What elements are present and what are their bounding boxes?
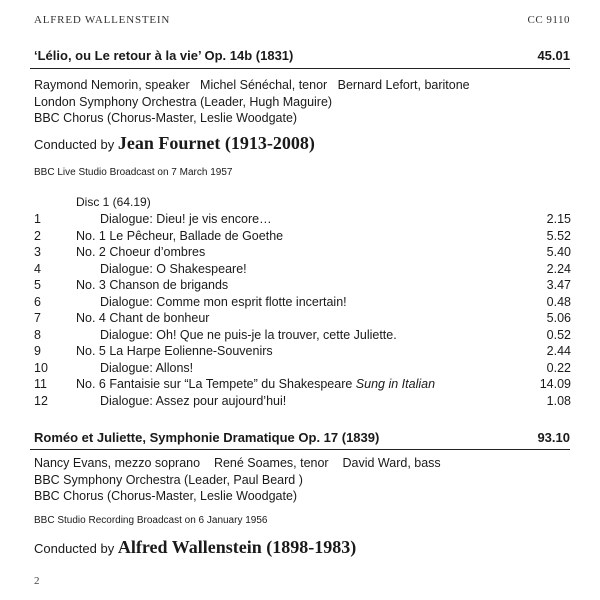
disc-heading: Disc 1 (64.19)	[76, 195, 151, 209]
conductor-name: Alfred Wallenstein (1898-1983)	[117, 537, 357, 557]
track-row	[34, 228, 571, 245]
track-duration: 0.48	[546, 294, 571, 309]
track-duration: 2.15	[546, 212, 571, 226]
work2-broadcast: BBC Studio Recording Broadcast on 6 January 1956	[34, 515, 268, 526]
work1-title: ‘Lélio, ou Le retour à la vie’ Op. 14b (1831)	[34, 48, 294, 63]
work1-conducted	[34, 133, 315, 154]
work2-title: Roméo et Juliette, Symphonie Dramatique Op. 17 (1839)	[34, 430, 380, 445]
divider	[30, 449, 570, 450]
track-title-text: Dialogue: Comme mon esprit flotte incertain!	[100, 294, 347, 309]
performer-line: Nancy Evans, mezzo soprano René Soames, tenor David Ward, bass	[34, 456, 441, 470]
track-title-text: Dialogue: Allons!	[100, 360, 194, 375]
track-title-text: Dialogue: Assez pour aujourd’hui!	[100, 393, 287, 408]
work2-duration: 93.10	[537, 430, 570, 445]
track-title	[100, 393, 286, 410]
performer-line: London Symphony Orchestra (Leader, Hugh Maguire)	[34, 94, 333, 109]
track-row	[34, 244, 571, 261]
work1-duration: 45.01	[537, 48, 570, 63]
track-row	[34, 277, 571, 294]
track-title	[76, 277, 228, 294]
track-title-text: No. 5 La Harpe Eolienne-Souvenirs	[76, 344, 273, 358]
work1-broadcast: BBC Live Studio Broadcast on 7 March 1957	[34, 167, 233, 178]
track-number: 3	[34, 245, 41, 259]
track-row	[34, 261, 571, 278]
track-title	[100, 327, 397, 344]
track-title	[76, 228, 283, 245]
track-title-text: No. 2 Choeur d’ombres	[76, 245, 206, 259]
track-title	[100, 360, 193, 377]
track-title	[76, 343, 273, 360]
conducted-prefix: Conducted by	[34, 137, 115, 152]
track-number: 4	[34, 261, 41, 276]
track-title	[100, 294, 347, 311]
track-number: 7	[34, 311, 41, 325]
track-row	[34, 310, 571, 327]
track-row	[34, 327, 571, 344]
track-title-text: No. 6 Fantaisie sur “La Tempete” du Shakespeare	[76, 377, 353, 391]
track-number: 6	[34, 294, 41, 309]
series-header: ALFRED WALLENSTEIN	[34, 14, 171, 26]
track-duration: 5.40	[546, 245, 571, 259]
performer-line: BBC Symphony Orchestra (Leader, Paul Beard )	[34, 472, 303, 487]
track-title-text: No. 4 Chant de bonheur	[76, 311, 210, 325]
track-row	[34, 343, 571, 360]
track-duration: 1.08	[546, 393, 571, 408]
catalog-number: CC 9110	[527, 14, 570, 26]
track-title-text: Dialogue: Oh! Que ne puis-je la trouver, cette Juliette.	[100, 327, 397, 342]
track-row	[34, 360, 571, 377]
track-duration: 5.52	[546, 228, 571, 243]
track-list	[34, 211, 571, 409]
track-number: 10	[34, 360, 48, 375]
track-number: 1	[34, 212, 41, 226]
track-number: 12	[34, 393, 48, 408]
track-duration: 0.52	[546, 327, 571, 342]
track-duration: 3.47	[546, 278, 571, 292]
track-title	[100, 261, 247, 278]
track-title-text: Dialogue: O Shakespeare!	[100, 261, 247, 276]
track-row	[34, 211, 571, 228]
track-title-note: Sung in Italian	[355, 377, 436, 391]
track-row	[34, 376, 571, 393]
track-number: 2	[34, 228, 41, 243]
divider	[30, 68, 570, 69]
track-number: 11	[34, 377, 47, 391]
track-duration: 5.06	[546, 311, 571, 325]
track-duration: 2.24	[546, 261, 571, 276]
track-duration: 14.09	[539, 377, 571, 391]
work2-performers	[34, 455, 441, 505]
performer-line: Raymond Nemorin, speaker Michel Sénéchal, tenor Bernard Lefort, baritone	[34, 78, 470, 92]
track-number: 8	[34, 327, 41, 342]
track-duration: 2.44	[546, 344, 571, 358]
track-number: 9	[34, 344, 41, 358]
conductor-name: Jean Fournet (1913-2008)	[117, 133, 315, 153]
track-row	[34, 393, 571, 410]
performer-line: BBC Chorus (Chorus-Master, Leslie Woodgate)	[34, 111, 298, 125]
work2-conducted	[34, 537, 356, 558]
track-title	[76, 310, 209, 327]
track-title	[76, 244, 205, 261]
work1-performers	[34, 77, 470, 127]
track-row	[34, 294, 571, 311]
page-number: 2	[34, 575, 40, 587]
track-title-text: Dialogue: Dieu! je vis encore…	[100, 212, 272, 226]
track-title-text: No. 1 Le Pêcheur, Ballade de Goethe	[76, 228, 284, 243]
track-title	[76, 376, 435, 393]
track-duration: 0.22	[546, 360, 571, 375]
track-title	[100, 211, 272, 228]
track-title-text: No. 3 Chanson de brigands	[76, 278, 229, 292]
performer-line: BBC Chorus (Chorus-Master, Leslie Woodgate)	[34, 489, 298, 503]
track-number: 5	[34, 278, 41, 292]
conducted-prefix: Conducted by	[34, 541, 115, 556]
